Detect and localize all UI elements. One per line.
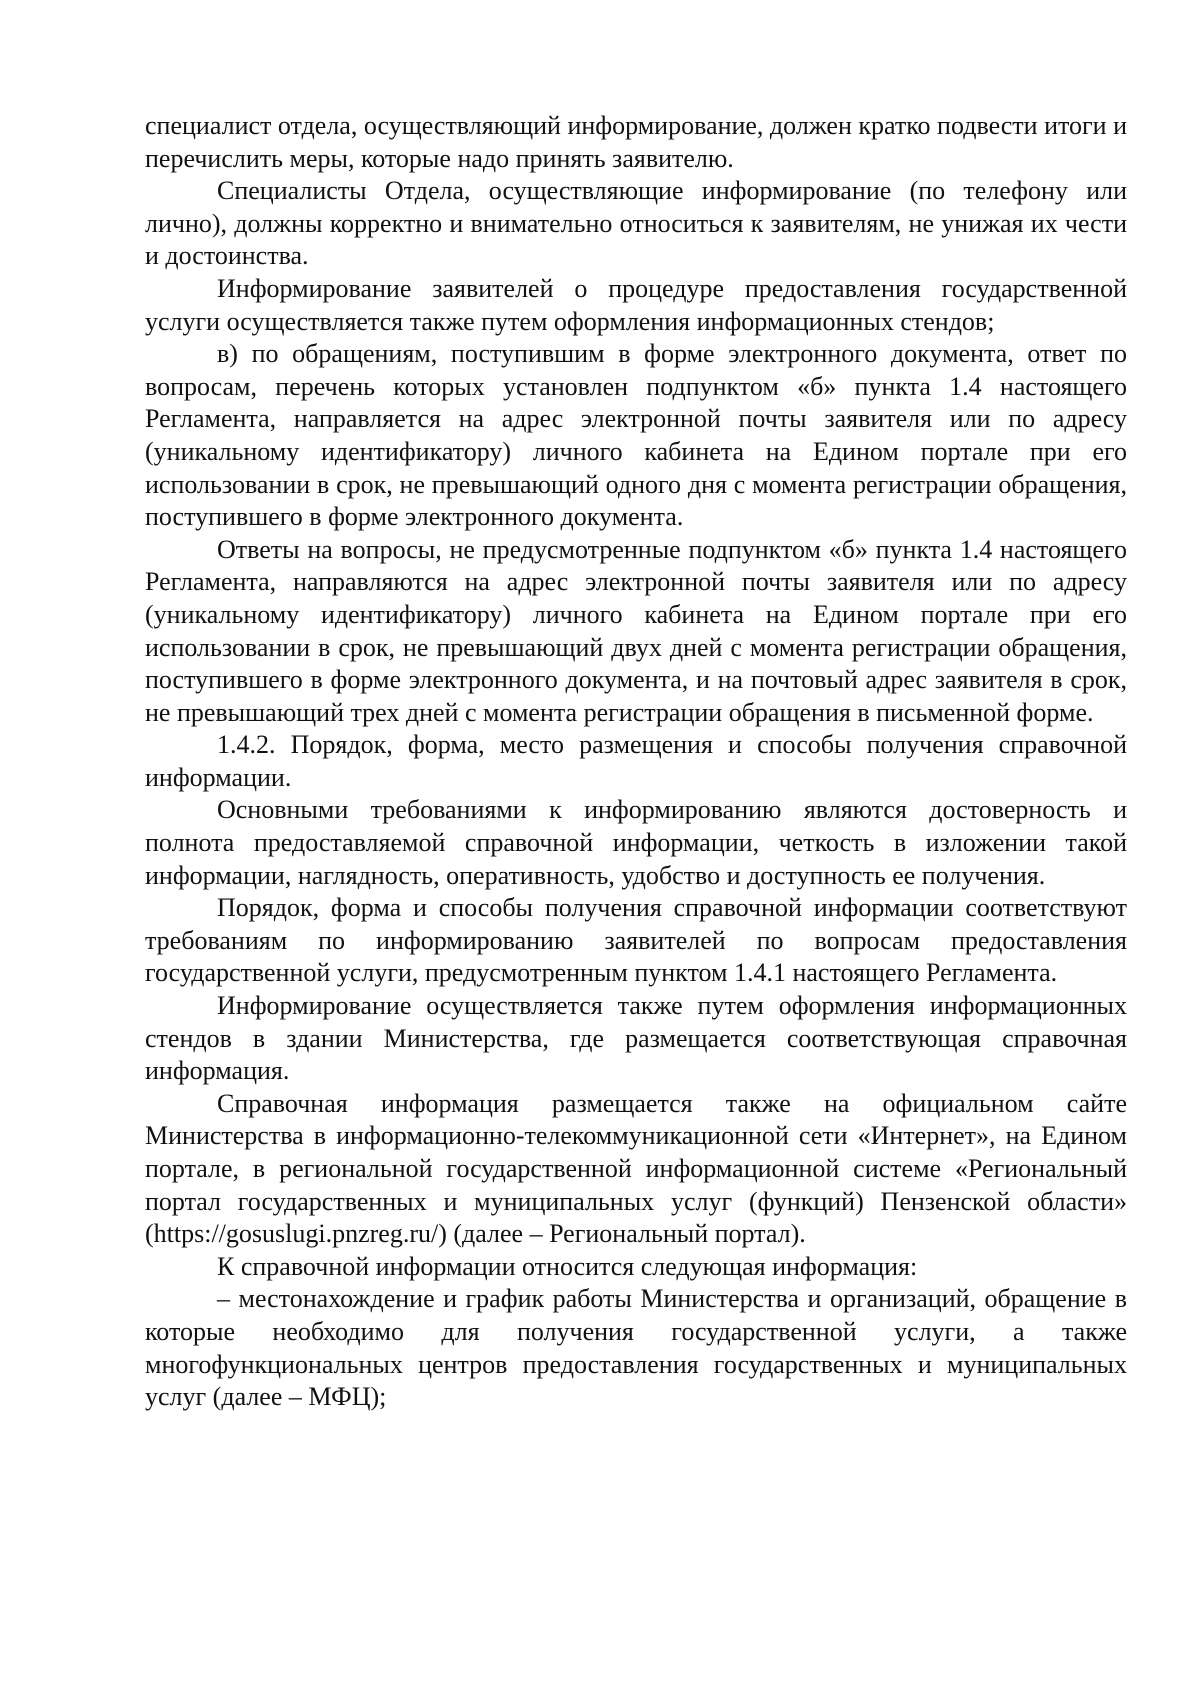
paragraph-9: Информирование осуществляется также путем оформления информационных стендов в здании Министерства, где размещается соответствующая справочная информация.	[145, 991, 1127, 1086]
paragraph-2: Специалисты Отдела, осуществляющие информирование (по телефону или лично), должны корректно и внимательно относиться к заявителям, не унижая их чести и достоинства.	[145, 176, 1127, 271]
paragraph-11: К справочной информации относится следующая информация:	[217, 1251, 918, 1281]
document-page	[145, 110, 1127, 1414]
paragraph-5: Ответы на вопросы, не предусмотренные подпунктом «б» пункта 1.4 настоящего Регламента, направляются на адрес электронной почты заявителя или по адресу (уникальному идентификатору) личного кабинета на Едином портале при его использовании в срок, не превышающий двух дней с момента регистрации обращения, поступившего в форме электронного документа, и на почтовый адрес заявителя в срок, не превышающий трех дней с момента регистрации обращения в письменной форме.	[145, 534, 1127, 727]
paragraph-7: Основными требованиями к информированию являются достоверность и полнота предоставляемой справочной информации, четкость в изложении такой информации, наглядность, оперативность, удобство и доступность ее получения.	[145, 795, 1127, 890]
paragraph-10: Справочная информация размещается также на официальном сайте Министерства в информационно-телекоммуникационной сети «Интернет», на Едином портале, в региональной государственной информационной системе «Региональный портал государственных и муниципальных услуг (функций) Пензенской области» (https://gosuslugi.pnzreg.ru/) (далее – Региональный портал).	[145, 1088, 1127, 1249]
paragraph-4: в) по обращениям, поступившим в форме электронного документа, ответ по вопросам, перечень которых установлен подпунктом «б» пункта 1.4 настоящего Регламента, направляется на адрес электронной почты заявителя или по адресу (уникальному идентификатору) личного кабинета на Едином портале при его использовании в срок, не превышающий одного дня с момента регистрации обращения, поступившего в форме электронного документа.	[145, 339, 1127, 532]
section-heading-1-4-2: 1.4.2. Порядок, форма, место размещения и способы получения справочной информации.	[145, 730, 1127, 792]
paragraph-8: Порядок, форма и способы получения справочной информации соответствуют требованиям по информированию заявителей по вопросам предоставления государственной услуги, предусмотренным пунктом 1.4.1 настоящего Регламента.	[145, 893, 1127, 988]
paragraph-12: – местонахождение и график работы Министерства и организаций, обращение в которые необходимо для получения государственной услуги, а также многофункциональных центров предоставления государственных и муниципальных услуг (далее – МФЦ);	[145, 1284, 1127, 1412]
paragraph-1: специалист отдела, осуществляющий информирование, должен кратко подвести итоги и перечислить меры, которые надо принять заявителю.	[145, 111, 1127, 173]
paragraph-3: Информирование заявителей о процедуре предоставления государственной услуги осуществляется также путем оформления информационных стендов;	[145, 273, 1127, 336]
